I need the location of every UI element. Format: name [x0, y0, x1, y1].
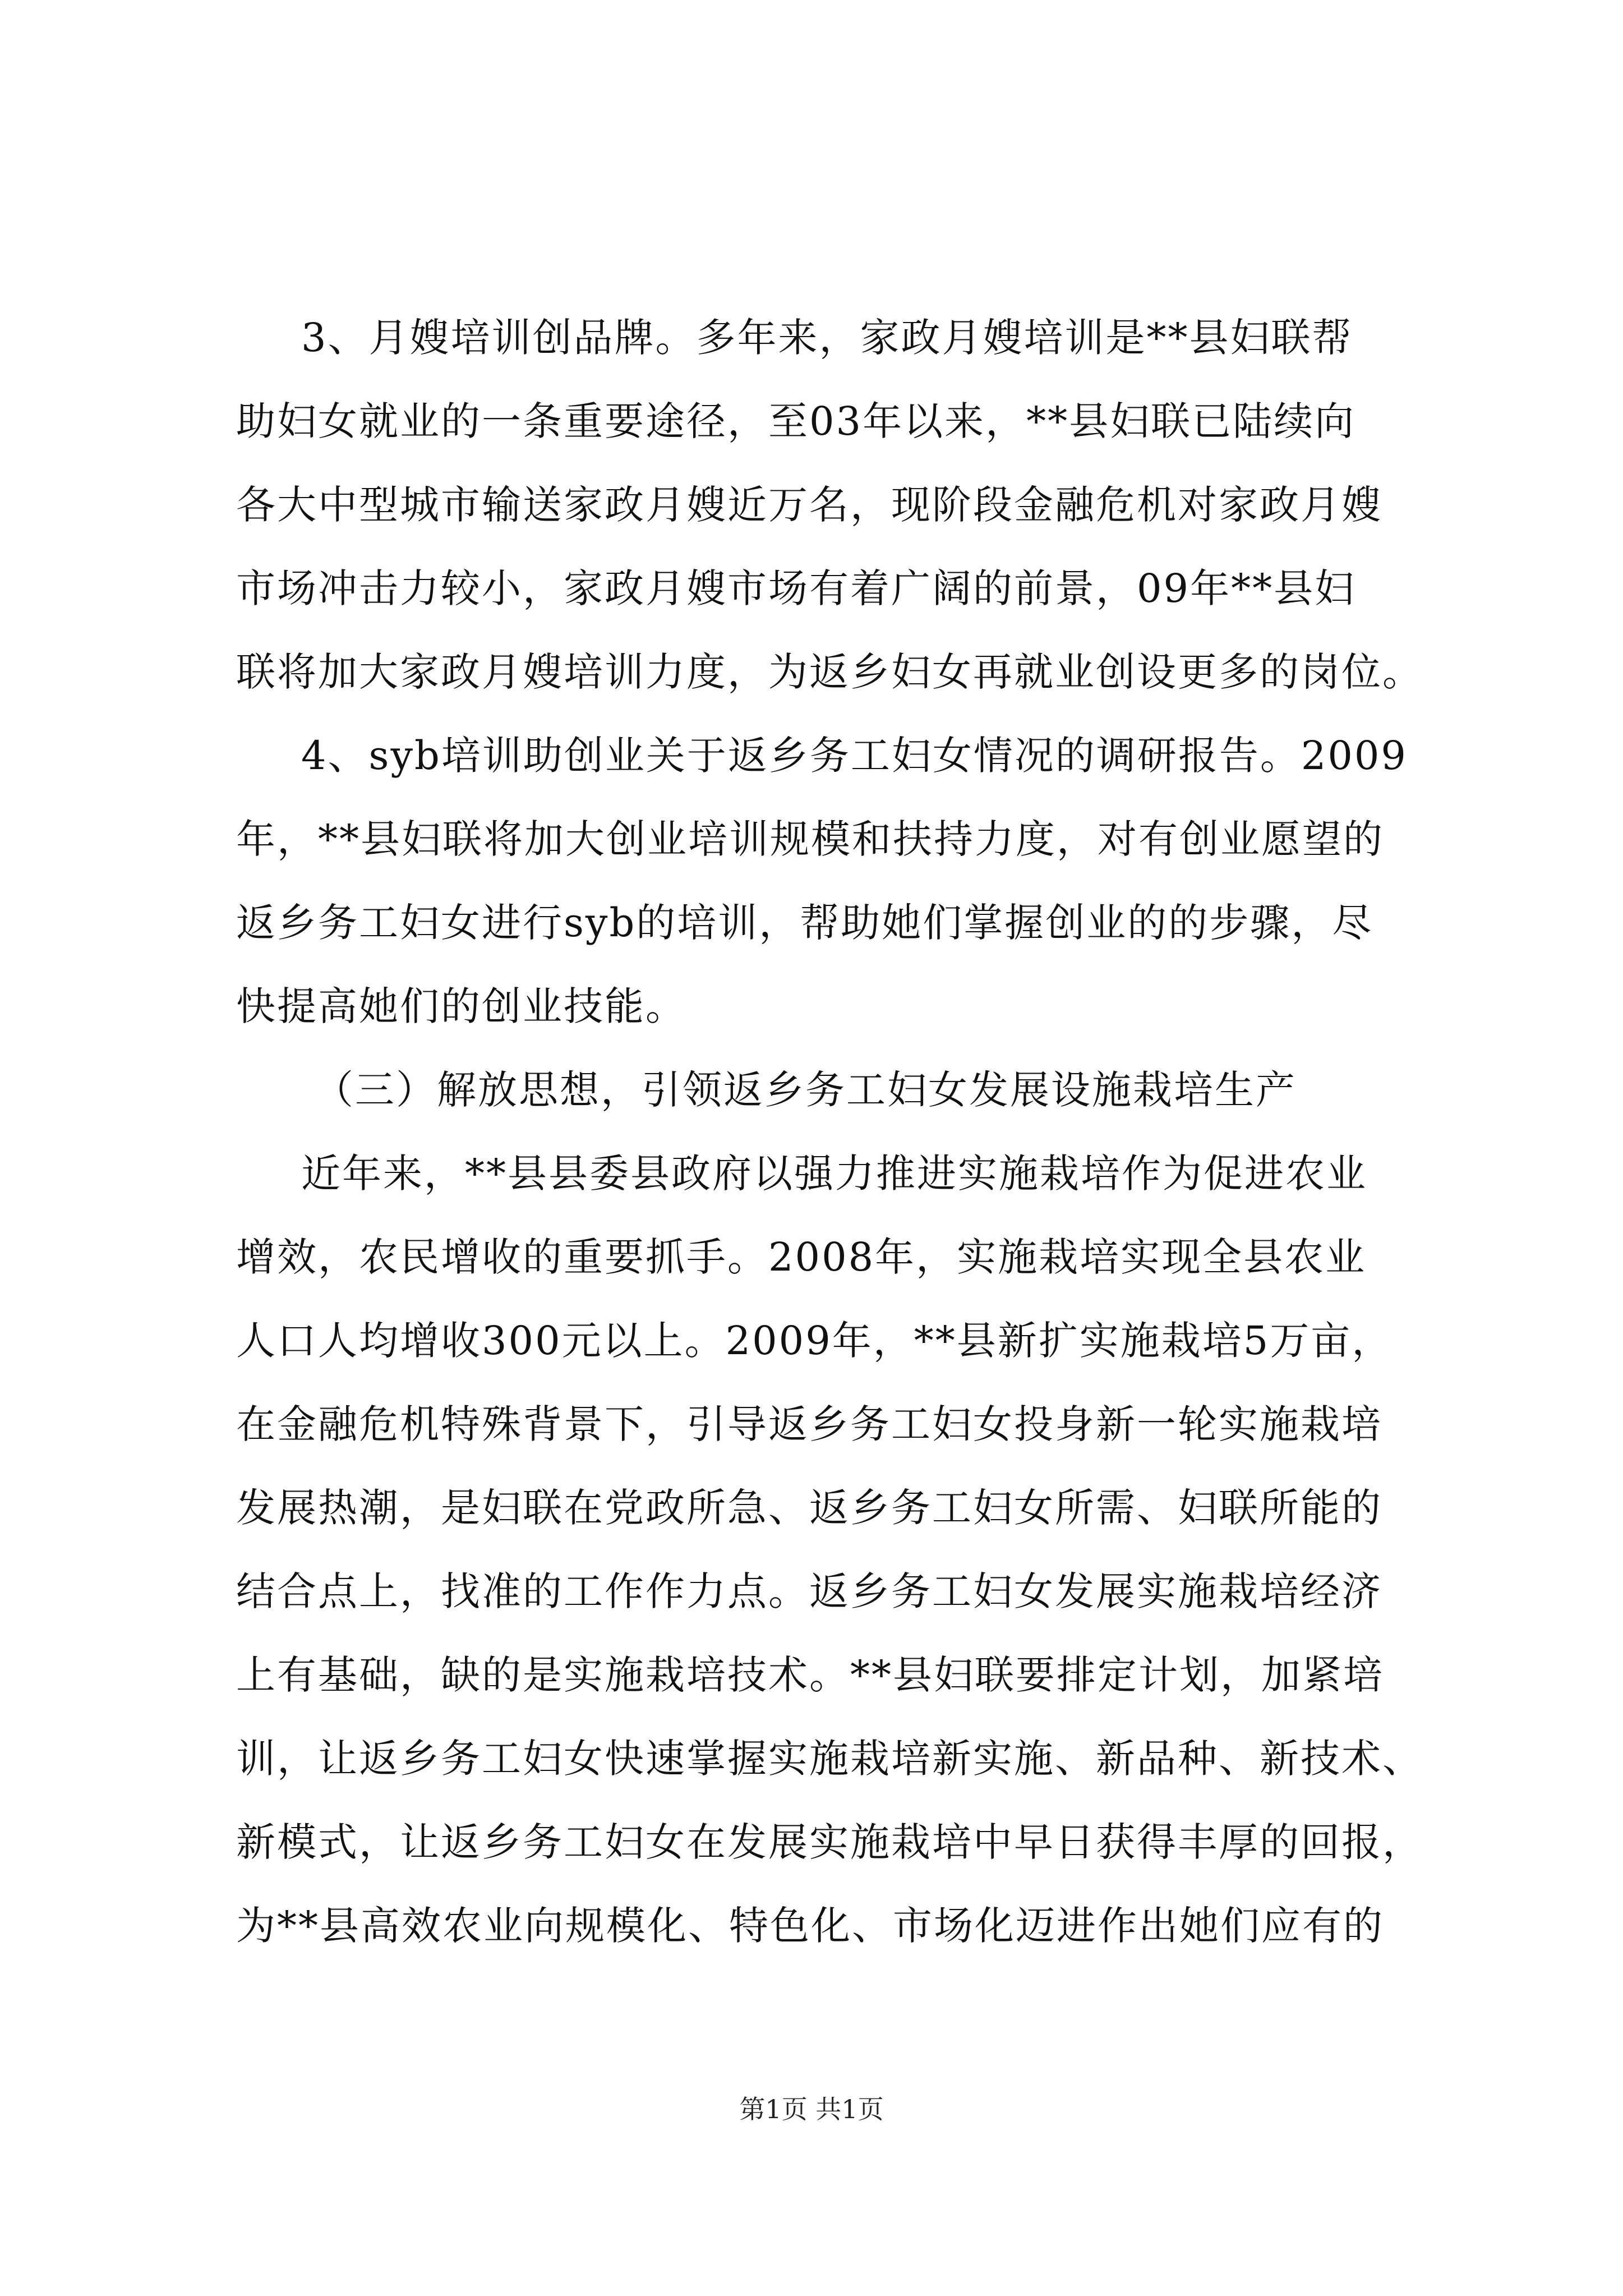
paragraph-line: 4、syb培训助创业关于返乡务工妇女情况的调研报告。2009: [301, 733, 1408, 779]
paragraph-line: 在金融危机特殊背景下，引导返乡务工妇女投身新一轮实施栽培: [236, 1401, 1382, 1447]
paragraph-line: 市场冲击力较小，家政月嫂市场有着广阔的前景，09年**县妇: [236, 565, 1356, 611]
paragraph-line: 发展热潮，是妇联在党政所急、返乡务工妇女所需、妇联所能的: [236, 1485, 1382, 1531]
paragraph-line: 联将加大家政月嫂培训力度，为返乡妇女再就业创设更多的岗位。: [236, 649, 1423, 695]
section-heading: （三）解放思想，引领返乡务工妇女发展设施栽培生产: [314, 1067, 1297, 1113]
paragraph-line: 结合点上，找准的工作作力点。返乡务工妇女发展实施栽培经济: [236, 1568, 1382, 1614]
paragraph-line: 上有基础，缺的是实施栽培技术。**县妇联要排定计划，加紧培: [236, 1652, 1384, 1698]
paragraph-line: 助妇女就业的一条重要途径，至03年以来，**县妇联已陆续向: [236, 398, 1356, 444]
paragraph-line: 快提高她们的创业技能。: [236, 983, 686, 1029]
paragraph-line: 近年来，**县县委县政府以强力推进实施栽培作为促进农业: [301, 1151, 1367, 1197]
paragraph-line: 各大中型城市输送家政月嫂近万名，现阶段金融危机对家政月嫂: [236, 482, 1382, 528]
paragraph-line: 训，让返乡务工妇女快速掌握实施栽培新实施、新品种、新技术、: [236, 1736, 1423, 1782]
paragraph-line: 增效，农民增收的重要抓手。2008年，实施栽培实现全县农业: [236, 1234, 1367, 1280]
paragraph-line: 为**县高效农业向规模化、特色化、市场化迈进作出她们应有的: [236, 1903, 1384, 1949]
paragraph-line: 人口人均增收300元以上。2009年，**县新扩实施栽培5万亩，: [236, 1318, 1393, 1364]
page-footer: 第1页 共1页: [739, 2094, 884, 2124]
paragraph-line: 新模式，让返乡务工妇女在发展实施栽培中早日获得丰厚的回报，: [236, 1819, 1423, 1865]
paragraph-line: 年，**县妇联将加大创业培训规模和扶持力度，对有创业愿望的: [236, 816, 1384, 862]
paragraph-line: 返乡务工妇女进行syb的培训，帮助她们掌握创业的的步骤，尽: [236, 900, 1373, 946]
paragraph-line: 3、月嫂培训创品牌。多年来，家政月嫂培训是**县妇联帮: [301, 315, 1353, 361]
